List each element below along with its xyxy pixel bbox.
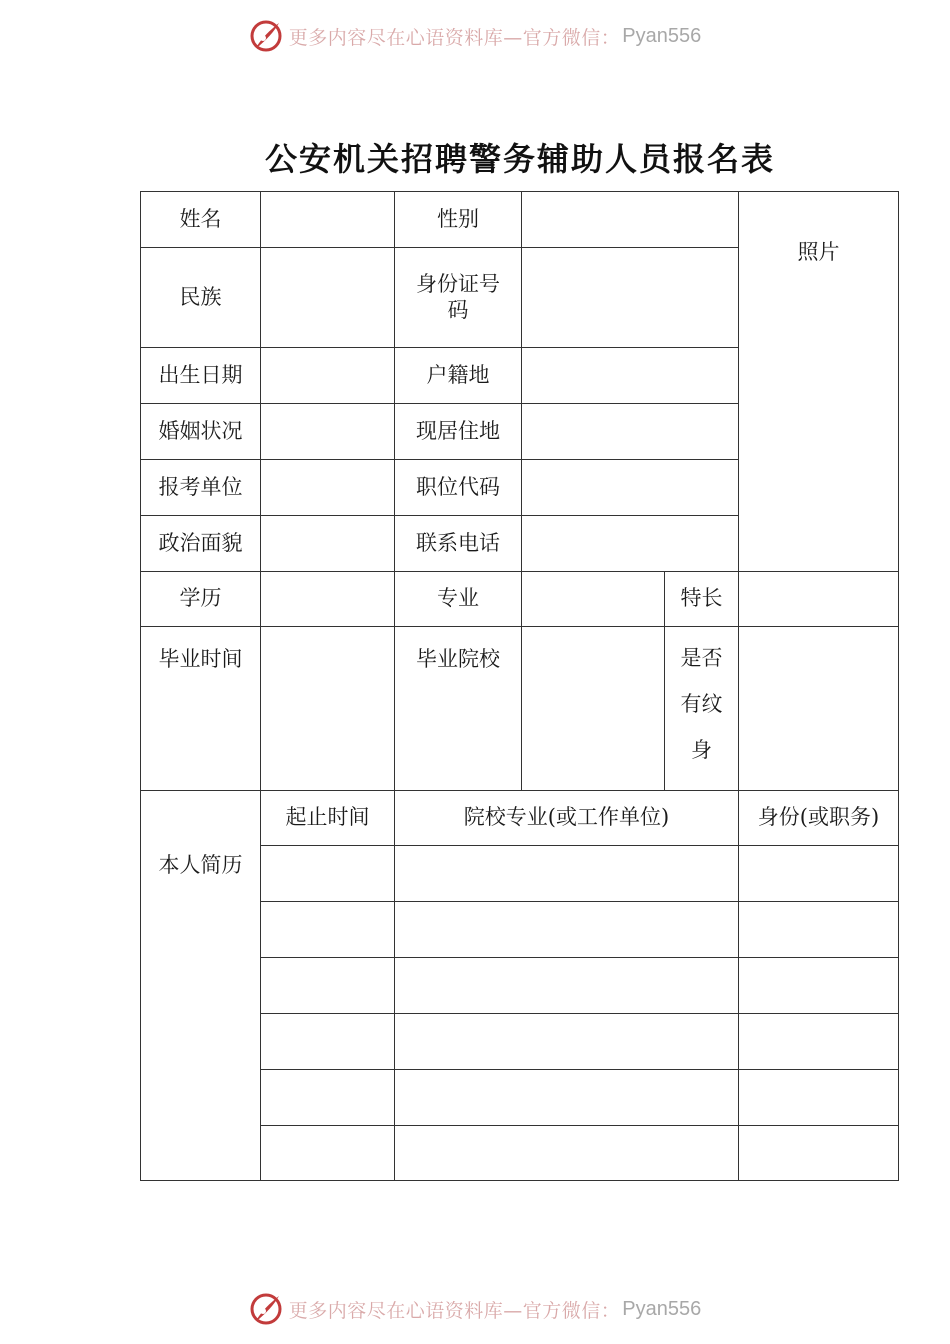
quill-circle-logo-icon: [249, 1292, 283, 1326]
marital-status-label: 婚姻状况: [141, 404, 261, 460]
resume-role-cell[interactable]: [739, 902, 899, 958]
form-title: 公安机关招聘警务辅助人员报名表: [264, 140, 775, 178]
resume-period-cell[interactable]: [261, 1126, 395, 1181]
table-row: [141, 627, 899, 791]
graduation-school-label: 毕业院校: [395, 627, 522, 791]
current-residence-value[interactable]: [522, 404, 739, 460]
resume-label: 本人简历: [141, 791, 261, 1181]
applied-unit-label: 报考单位: [141, 460, 261, 516]
position-code-label: 职位代码: [395, 460, 522, 516]
resume-school-cell[interactable]: [395, 846, 739, 902]
resume-header-school: 院校专业(或工作单位): [395, 791, 739, 846]
registration-form-table: [140, 191, 899, 1181]
resume-period-cell[interactable]: [261, 846, 395, 902]
resume-school-cell[interactable]: [395, 1070, 739, 1126]
resume-role-cell[interactable]: [739, 1014, 899, 1070]
household-reg-label: 户籍地: [395, 348, 522, 404]
banner-wechat-id: Pyan556: [622, 24, 702, 47]
position-code-value[interactable]: [522, 460, 739, 516]
household-reg-value[interactable]: [522, 348, 739, 404]
quill-circle-logo-icon: [249, 19, 283, 53]
ethnicity-label: 民族: [141, 248, 261, 348]
banner-text: 更多内容尽在心语资料库—官方微信：: [288, 1299, 621, 1322]
resume-header-row: [141, 791, 899, 846]
id-number-label-line1: 身份证号: [416, 272, 500, 297]
resume-role-cell[interactable]: [739, 1126, 899, 1181]
resume-school-cell[interactable]: [395, 1014, 739, 1070]
resume-period-cell[interactable]: [261, 1070, 395, 1126]
id-number-label-line2: 码: [447, 297, 469, 322]
ethnicity-value[interactable]: [261, 248, 395, 348]
resume-role-cell[interactable]: [739, 1070, 899, 1126]
resume-period-cell[interactable]: [261, 1014, 395, 1070]
major-value[interactable]: [522, 572, 665, 627]
resume-period-cell[interactable]: [261, 958, 395, 1014]
graduation-school-value[interactable]: [522, 627, 665, 791]
resume-period-cell[interactable]: [261, 902, 395, 958]
political-status-value[interactable]: [261, 516, 395, 572]
tattoo-label: [665, 627, 739, 791]
major-label: 专业: [395, 572, 522, 627]
banner-text: 更多内容尽在心语资料库—官方微信：: [288, 26, 621, 49]
phone-label: 联系电话: [395, 516, 522, 572]
name-value[interactable]: [261, 192, 395, 248]
birth-date-label: 出生日期: [141, 348, 261, 404]
education-label: 学历: [141, 572, 261, 627]
gender-value[interactable]: [522, 192, 739, 248]
id-number-label: [395, 248, 522, 348]
tattoo-label-line3: 身: [691, 738, 712, 762]
tattoo-label-line1: 是否: [680, 646, 723, 670]
specialty-label: 特长: [665, 572, 739, 627]
applied-unit-value[interactable]: [261, 460, 395, 516]
marital-status-value[interactable]: [261, 404, 395, 460]
birth-date-value[interactable]: [261, 348, 395, 404]
tattoo-label-line2: 有纹: [680, 692, 723, 716]
resume-school-cell[interactable]: [395, 902, 739, 958]
resume-header-role: 身份(或职务): [739, 791, 899, 846]
id-number-value[interactable]: [522, 248, 739, 348]
graduation-time-value[interactable]: [261, 627, 395, 791]
table-row: [141, 572, 899, 627]
resume-school-cell[interactable]: [395, 1126, 739, 1181]
specialty-value[interactable]: [739, 572, 899, 627]
phone-value[interactable]: [522, 516, 739, 572]
resume-role-cell[interactable]: [739, 846, 899, 902]
footer-watermark-banner: [0, 1289, 950, 1329]
photo-cell[interactable]: 照片: [739, 192, 899, 572]
table-row: [141, 192, 899, 248]
education-value[interactable]: [261, 572, 395, 627]
current-residence-label: 现居住地: [395, 404, 522, 460]
banner-wechat-id: Pyan556: [622, 1297, 702, 1320]
graduation-time-label: 毕业时间: [141, 627, 261, 791]
resume-role-cell[interactable]: [739, 958, 899, 1014]
tattoo-value[interactable]: [739, 627, 899, 791]
gender-label: 性别: [395, 192, 522, 248]
header-watermark-banner: [0, 16, 950, 56]
resume-school-cell[interactable]: [395, 958, 739, 1014]
name-label: 姓名: [141, 192, 261, 248]
resume-header-period: 起止时间: [261, 791, 395, 846]
political-status-label: 政治面貌: [141, 516, 261, 572]
